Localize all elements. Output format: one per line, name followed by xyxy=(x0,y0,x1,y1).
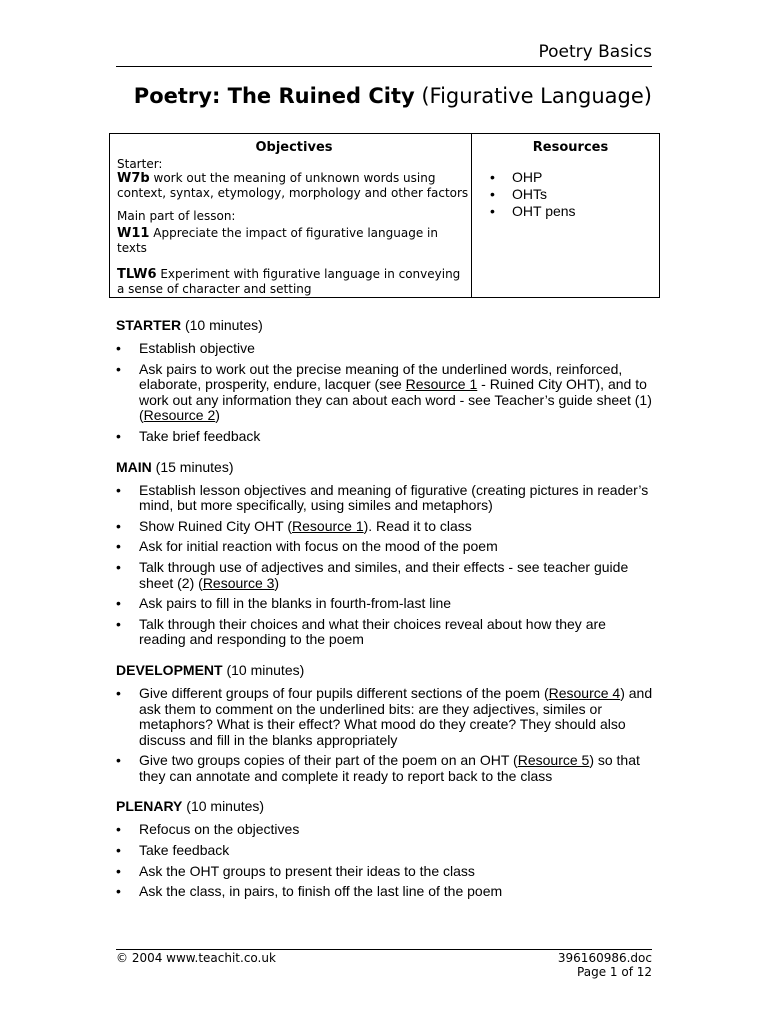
list-item: • Take feedback xyxy=(116,843,656,859)
list-item: • Ask the OHT groups to present their ideas to the class xyxy=(116,864,656,880)
development-list xyxy=(116,686,656,785)
resource-item: • OHT pens xyxy=(482,203,659,220)
resource-link[interactable]: Resource 1 xyxy=(292,517,364,534)
lesson-content xyxy=(116,317,656,914)
list-item: • Give different groups of four pupils different sections of the poem (Resource 4) and ask them to comment on the underlined bits: are they adjectives, similes or metaphors? What is their effect? What mood do they create? They should also discuss and fill in the blanks appropriately xyxy=(116,686,656,748)
objectives-cell xyxy=(110,134,472,298)
footer-copyright: © 2004 www.teachit.co.uk xyxy=(116,951,276,965)
list-item: • Talk through their choices and what their choices reveal about how they are reading and responding to the poem xyxy=(116,617,656,648)
header-rule xyxy=(116,66,652,67)
list-item: • Show Ruined City OHT (Resource 1). Read it to class xyxy=(116,519,656,535)
main-list xyxy=(116,483,656,648)
page-title xyxy=(0,84,652,108)
objective-tlw6 xyxy=(117,267,471,297)
resources-cell xyxy=(472,134,660,298)
resource-link[interactable]: Resource 2 xyxy=(143,407,216,424)
objective-text: work out the meaning of unknown words using context, syntax, etymology, morphology and other factors xyxy=(117,171,469,200)
starter-heading: STARTER (10 minutes) xyxy=(116,317,263,333)
objective-text: Experiment with figurative language in conveying a sense of character and setting xyxy=(117,267,461,296)
list-item: • Take brief feedback xyxy=(116,429,656,445)
main-heading: MAIN (15 minutes) xyxy=(116,458,234,475)
resource-link[interactable]: Resource 5 xyxy=(517,752,590,769)
plenary-heading: PLENARY (10 minutes) xyxy=(116,798,265,815)
list-item: • Ask for initial reaction with focus on the mood of the poem xyxy=(116,539,656,555)
resources-list xyxy=(482,169,659,220)
resource-link[interactable]: Resource 4 xyxy=(548,684,621,701)
objectives-heading: Objectives xyxy=(255,140,333,155)
resource-item: • OHTs xyxy=(482,186,659,203)
header-title: Poetry Basics xyxy=(538,42,652,62)
list-item: • Establish lesson objectives and meaning of figurative (creating pictures in reader’s mind, but more specifically, using similes and metaphors) xyxy=(116,483,656,514)
list-item: • Give two groups copies of their part of the poem on an OHT (Resource 5) so that they can annotate and complete it ready to report back to the class xyxy=(116,753,656,784)
objective-code: W7b xyxy=(117,171,150,186)
footer-filename: 396160986.doc xyxy=(557,951,652,965)
list-item: • Refocus on the objectives xyxy=(116,822,656,838)
title-main: Poetry: The Ruined City xyxy=(133,84,415,108)
footer-info xyxy=(558,951,652,979)
main-part-label: Main part of lesson: xyxy=(117,209,236,223)
list-item: • Establish objective xyxy=(116,341,656,357)
plenary-list xyxy=(116,822,656,899)
footer-page-number: Page 1 of 12 xyxy=(577,965,652,979)
objectives-table xyxy=(109,133,660,298)
footer-rule xyxy=(116,949,652,950)
list-item: • Ask pairs to work out the precise meaning of the underlined words, reinforced, elaborate, prosperity, endure, lacquer (see Resource 1 - Ruined City OHT), and to work out any information they can about each word - see Teacher’s guide sheet (1) (Resource 2) xyxy=(116,362,656,424)
objective-w7b xyxy=(117,171,471,201)
objective-code: TLW6 xyxy=(117,267,157,282)
development-heading: DEVELOPMENT (10 minutes) xyxy=(116,661,305,678)
list-item: • Talk through use of adjectives and similes, and their effects - see teacher guide sheet (2) (Resource 3) xyxy=(116,560,656,591)
starter-list xyxy=(116,341,656,445)
list-item: • Ask the class, in pairs, to finish off the last line of the poem xyxy=(116,884,656,900)
starter-label: Starter: xyxy=(117,157,163,171)
resource-link[interactable]: Resource 3 xyxy=(202,574,275,591)
objective-w11 xyxy=(117,226,471,256)
objective-text: Appreciate the impact of figurative language in texts xyxy=(117,226,438,255)
resource-link[interactable]: Resource 1 xyxy=(405,376,478,393)
title-sub: (Figurative Language) xyxy=(414,84,652,108)
resource-item: • OHP xyxy=(482,169,659,186)
list-item: • Ask pairs to fill in the blanks in fourth-from-last line xyxy=(116,596,656,612)
objective-code: W11 xyxy=(117,226,150,241)
resources-heading: Resources xyxy=(532,140,609,155)
